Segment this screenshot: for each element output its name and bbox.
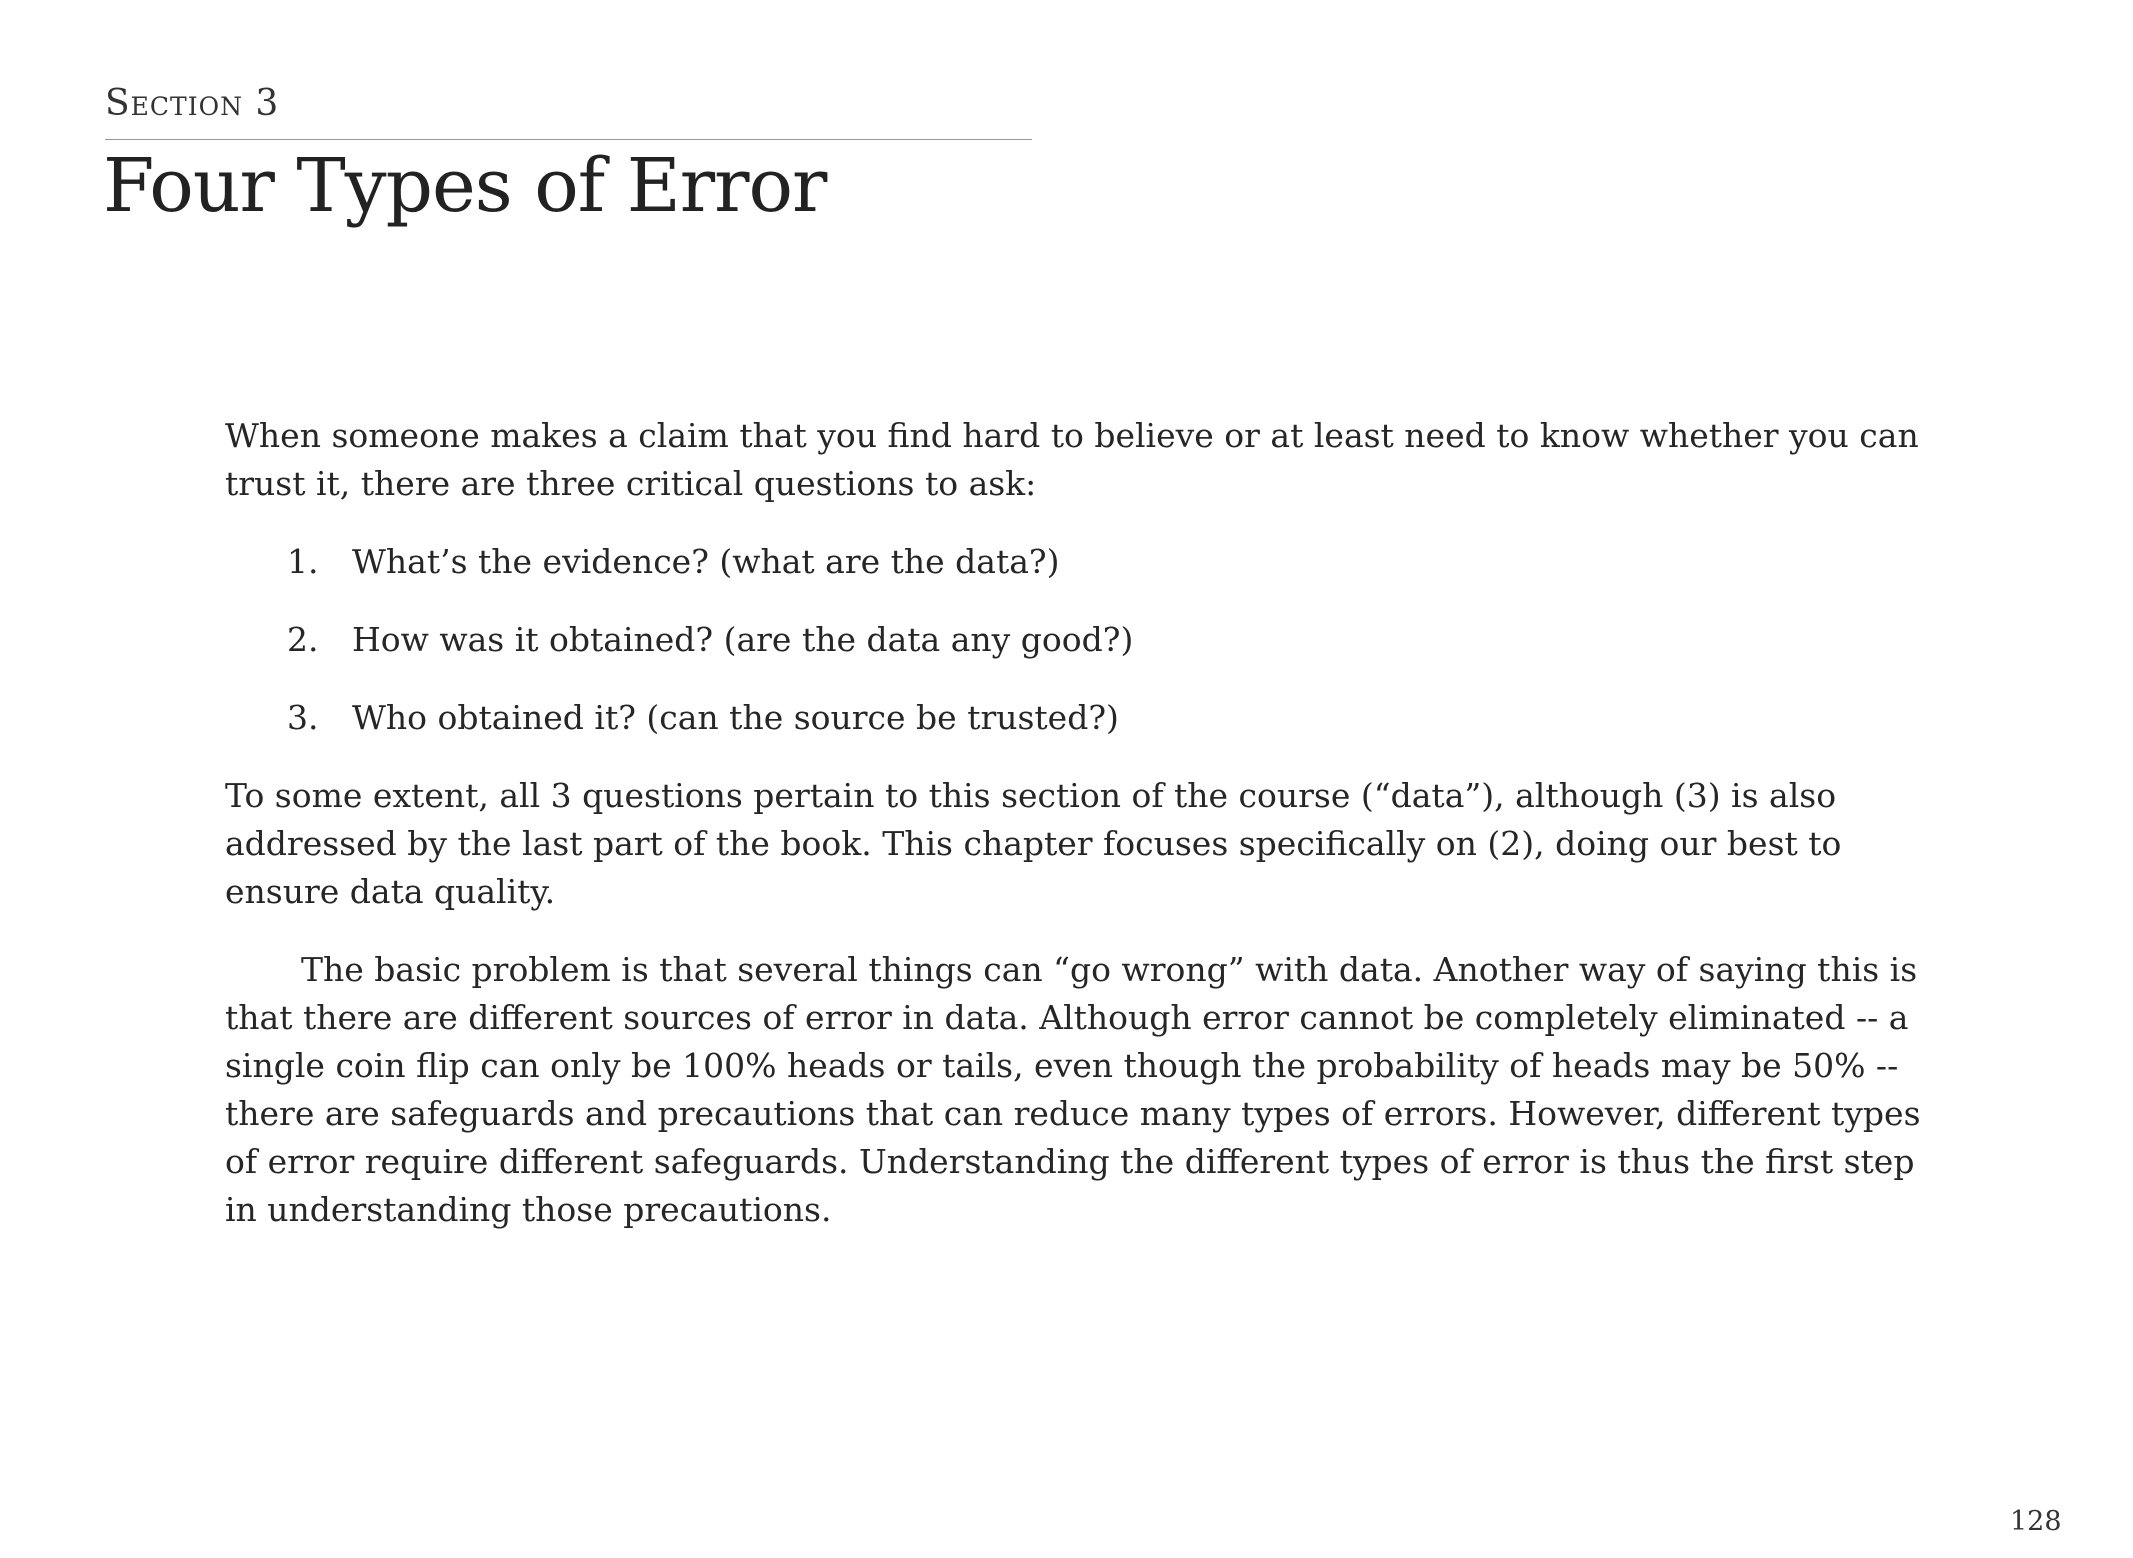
body-text xyxy=(225,412,1945,1234)
section-label: Section 3 xyxy=(105,83,280,124)
paragraph-sources-of-error: The basic problem is that several things can “go wrong” with data. Another way of saying this is that there are different sources of error in data. Although error cannot be completely eliminated -- a single coin flip can only be 100% heads or tails, even though the probability of heads may be 50% -- there are safeguards and precautions that can reduce many types of errors. However, different types of error require different safeguards. Understanding the different types of error is thus the first step in understanding those precautions. xyxy=(225,950,1921,1229)
list-item xyxy=(225,538,1945,586)
list-item-number: 3. xyxy=(287,698,319,737)
section-divider xyxy=(105,139,1032,140)
list-item-text: What’s the evidence? (what are the data?) xyxy=(352,542,1060,581)
list-item xyxy=(225,694,1945,742)
intro-paragraph: When someone makes a claim that you find hard to believe or at least need to know whether you can trust it, there are three critical questions to ask: xyxy=(225,416,1919,503)
list-item xyxy=(225,616,1945,664)
list-item-text: Who obtained it? (can the source be trusted?) xyxy=(352,698,1119,737)
paragraph-data-section: To some extent, all 3 questions pertain to this section of the course (“data”), although (3) is also addressed by the last part of the book. This chapter focuses specifically on (2), doing our best to ensure data quality. xyxy=(225,776,1842,911)
list-item-text: How was it obtained? (are the data any good?) xyxy=(352,620,1134,659)
page-number: 128 xyxy=(2010,1506,2062,1537)
questions-list xyxy=(225,538,1945,742)
list-item-number: 1. xyxy=(287,542,319,581)
list-item-number: 2. xyxy=(287,620,319,659)
page-title: Four Types of Error xyxy=(103,143,827,229)
